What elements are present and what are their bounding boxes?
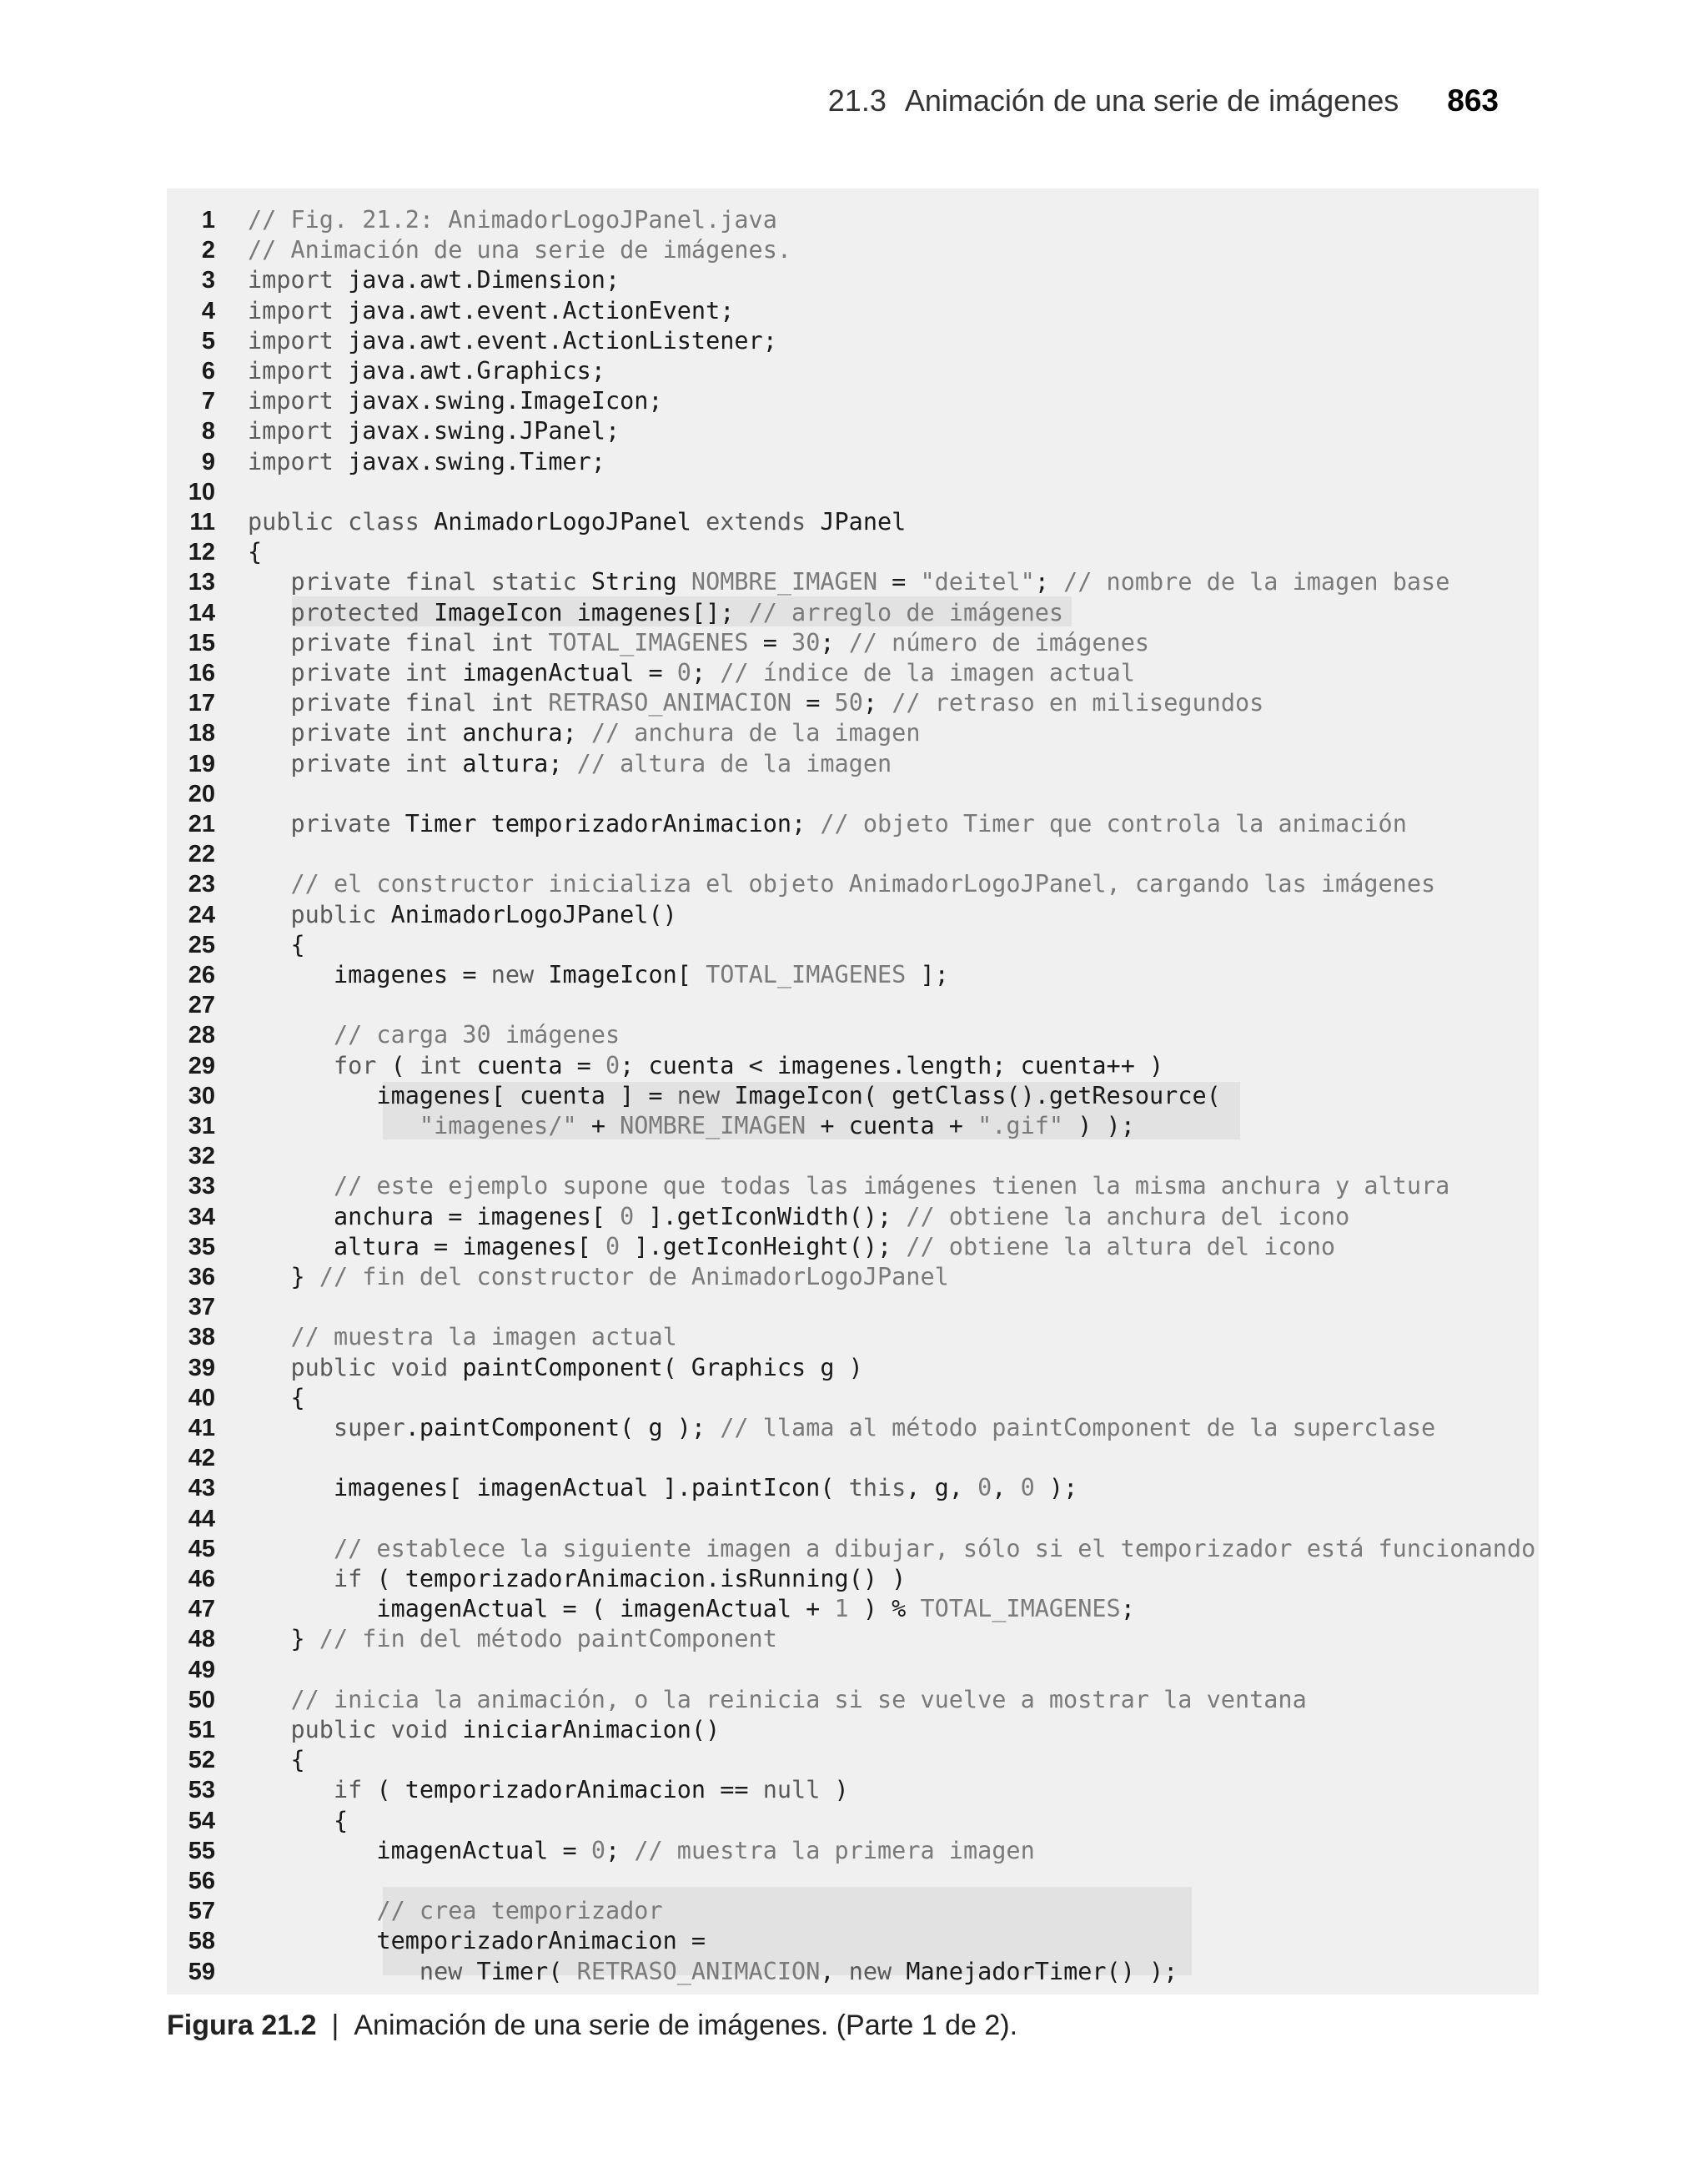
code-line: // carga 30 imágenes xyxy=(333,1021,620,1049)
code-line: // inicia la animación, o la reinicia si se vuelve a mostrar la ventana xyxy=(290,1686,1307,1713)
code-line: imagenes[ imagenActual ].paintIcon( this, g, 0, 0 ); xyxy=(248,1474,1078,1501)
line-number: 2 xyxy=(201,237,215,264)
line-number: 41 xyxy=(188,1415,215,1441)
line-number: 51 xyxy=(188,1717,215,1743)
code-line: public void iniciarAnimacion() xyxy=(290,1716,721,1743)
line-number: 36 xyxy=(188,1264,215,1290)
line-number: 57 xyxy=(188,1898,215,1924)
code-line: import java.awt.event.ActionEvent; xyxy=(248,297,735,324)
code-line: { xyxy=(248,1746,305,1773)
line-number: 29 xyxy=(188,1053,215,1079)
line-number: 4 xyxy=(201,298,215,324)
line-number: 15 xyxy=(188,630,215,656)
code-line: imagenes[ cuenta ] = new ImageIcon( getClass().getResource( xyxy=(248,1082,1221,1109)
code-line: if ( temporizadorAnimacion.isRunning() ) xyxy=(333,1565,907,1592)
line-number: 55 xyxy=(188,1838,215,1864)
line-number: 30 xyxy=(188,1083,215,1109)
line-number: 56 xyxy=(188,1868,215,1894)
line-number: 20 xyxy=(188,781,215,807)
line-number: 13 xyxy=(188,569,215,596)
line-number: 7 xyxy=(201,388,215,415)
line-number: 11 xyxy=(189,509,215,536)
running-header xyxy=(828,80,1499,122)
line-number: 24 xyxy=(188,902,215,928)
code-line: import javax.swing.Timer; xyxy=(248,448,605,475)
code-line: altura = imagenes[ 0 ].getIconHeight(); // obtiene la altura del icono xyxy=(248,1233,1336,1260)
line-number: 42 xyxy=(188,1445,215,1471)
code-line: protected ImageIcon imagenes[]; // arreglo de imágenes xyxy=(290,599,1064,626)
line-number: 28 xyxy=(188,1022,215,1049)
code-line: // establece la siguiente imagen a dibujar, sólo si el temporizador está funcionando xyxy=(333,1535,1536,1562)
line-number: 9 xyxy=(201,449,215,475)
line-number: 26 xyxy=(188,962,215,988)
line-number: 34 xyxy=(188,1204,215,1230)
code-line: "imagenes/" + NOMBRE_IMAGEN + cuenta + ".gif" ) ); xyxy=(419,1112,1135,1139)
line-number: 50 xyxy=(188,1687,215,1713)
code-line: private int imagenActual = 0; // índice de la imagen actual xyxy=(290,659,1135,687)
code-line: private final int RETRASO_ANIMACION = 50; // retraso en milisegundos xyxy=(290,689,1264,717)
code-line: } // fin del constructor de AnimadorLogoJPanel xyxy=(248,1263,949,1290)
line-number: 52 xyxy=(188,1747,215,1773)
code-line: imagenes = new ImageIcon[ TOTAL_IMAGENES ]; xyxy=(248,961,949,988)
code-line: anchura = imagenes[ 0 ].getIconWidth(); // obtiene la anchura del icono xyxy=(248,1203,1350,1230)
code-line: if ( temporizadorAnimacion == null ) xyxy=(333,1776,849,1803)
code-line: private int altura; // altura de la imagen xyxy=(290,750,892,777)
line-number: 53 xyxy=(188,1777,215,1803)
line-number: 6 xyxy=(201,358,215,385)
line-number: 25 xyxy=(188,932,215,958)
line-number: 38 xyxy=(188,1324,215,1351)
line-number: 23 xyxy=(188,871,215,898)
code-line: import javax.swing.ImageIcon; xyxy=(248,387,663,415)
code-line: import javax.swing.JPanel; xyxy=(248,417,620,445)
code-line: { xyxy=(248,1807,349,1834)
line-number: 35 xyxy=(188,1234,215,1260)
line-number: 19 xyxy=(188,751,215,777)
figure-caption xyxy=(167,2002,1017,2049)
line-number: 48 xyxy=(188,1626,215,1652)
code-line: // crea temporizador xyxy=(376,1897,663,1924)
line-number: 14 xyxy=(188,600,215,626)
caption-separator: | xyxy=(331,2009,339,2041)
code-line: private final static String NOMBRE_IMAGEN = "deitel"; // nombre de la imagen base xyxy=(290,568,1450,596)
code-line: private Timer temporizadorAnimacion; // objeto Timer que controla la animación xyxy=(290,810,1407,837)
line-number: 59 xyxy=(188,1959,215,1985)
code-line: public void paintComponent( Graphics g ) xyxy=(290,1354,863,1381)
line-number: 10 xyxy=(188,479,215,506)
line-number: 18 xyxy=(188,720,215,747)
caption-text: Animación de una serie de imágenes. (Parte 1 de 2). xyxy=(354,2009,1018,2041)
line-number: 40 xyxy=(188,1385,215,1411)
code-line: import java.awt.Dimension; xyxy=(248,266,620,294)
code-line: temporizadorAnimacion = xyxy=(248,1927,706,1954)
line-number: 12 xyxy=(188,539,215,566)
code-line: imagenActual = ( imagenActual + 1 ) % TOTAL_IMAGENES; xyxy=(248,1595,1135,1622)
line-number: 47 xyxy=(188,1596,215,1622)
line-number: 22 xyxy=(188,841,215,868)
page-number: 863 xyxy=(1447,83,1499,118)
line-number: 46 xyxy=(188,1566,215,1592)
section-number: 21.3 xyxy=(827,83,887,118)
line-number: 45 xyxy=(188,1536,215,1562)
code-line: imagenActual = 0; // muestra la primera imagen xyxy=(248,1837,1035,1864)
line-number: 32 xyxy=(188,1143,215,1169)
code-line: public AnimadorLogoJPanel() xyxy=(290,901,677,928)
code-line: for ( int cuenta = 0; cuenta < imagenes.length; cuenta++ ) xyxy=(333,1052,1164,1079)
line-number: 37 xyxy=(188,1294,215,1320)
line-number: 1 xyxy=(201,207,215,234)
code-line: { xyxy=(248,931,305,958)
line-number: 8 xyxy=(201,418,215,445)
code-line: public class AnimadorLogoJPanel extends JPanel xyxy=(248,508,907,536)
line-number: 49 xyxy=(188,1657,215,1683)
line-number: 54 xyxy=(188,1808,215,1834)
figure-label: Figura 21.2 xyxy=(167,2009,317,2041)
code-line: import java.awt.event.ActionListener; xyxy=(248,327,777,355)
line-number: 21 xyxy=(188,811,215,837)
line-number: 58 xyxy=(188,1928,215,1954)
section-title: Animación de una serie de imágenes xyxy=(904,83,1399,118)
line-number: 39 xyxy=(188,1355,215,1381)
code-line: // Fig. 21.2: AnimadorLogoJPanel.java xyxy=(248,206,777,234)
code-line: { xyxy=(248,1384,305,1411)
line-number: 33 xyxy=(188,1173,215,1200)
line-number: 17 xyxy=(188,690,215,717)
line-number: 44 xyxy=(188,1506,215,1532)
line-number: 16 xyxy=(188,660,215,687)
line-number: 3 xyxy=(201,267,215,294)
line-number: 43 xyxy=(188,1475,215,1501)
line-number: 27 xyxy=(188,992,215,1019)
line-number: 5 xyxy=(201,328,215,355)
line-number: 31 xyxy=(188,1113,215,1139)
code-line: } // fin del método paintComponent xyxy=(248,1625,777,1652)
code-line: // muestra la imagen actual xyxy=(290,1323,677,1351)
code-line: // este ejemplo supone que todas las imágenes tienen la misma anchura y altura xyxy=(333,1172,1450,1200)
code-line: // el constructor inicializa el objeto AnimadorLogoJPanel, cargando las imágenes xyxy=(290,870,1436,898)
code-line: // Animación de una serie de imágenes. xyxy=(248,236,792,264)
code-line: import java.awt.Graphics; xyxy=(248,357,605,385)
code-line: super.paintComponent( g ); // llama al método paintComponent de la superclase xyxy=(333,1414,1436,1441)
code-line: { xyxy=(248,538,263,566)
code-line: private final int TOTAL_IMAGENES = 30; // número de imágenes xyxy=(290,629,1150,656)
code-line: private int anchura; // anchura de la imagen xyxy=(290,719,921,747)
code-line: new Timer( RETRASO_ANIMACION, new ManejadorTimer() ); xyxy=(419,1958,1178,1985)
